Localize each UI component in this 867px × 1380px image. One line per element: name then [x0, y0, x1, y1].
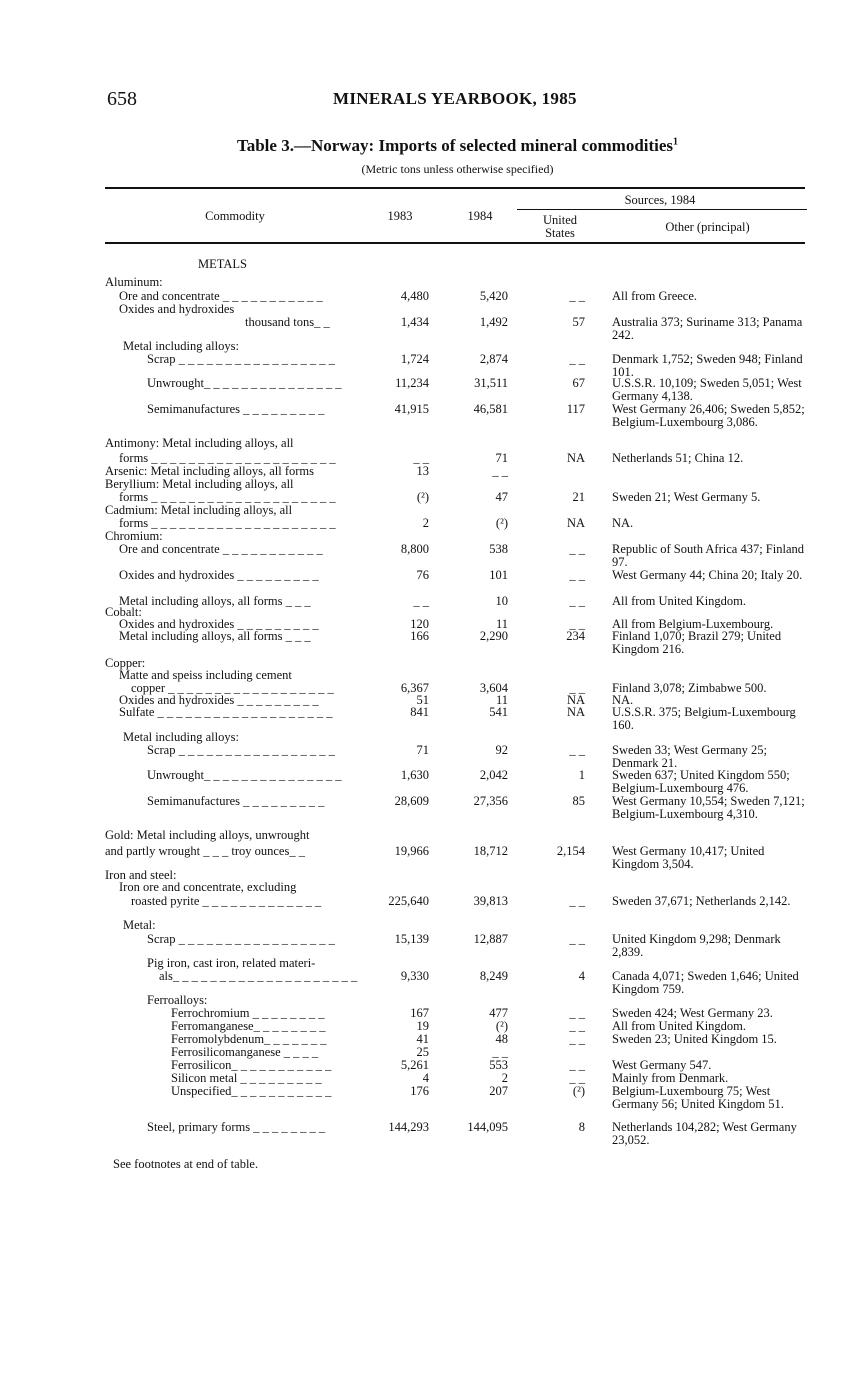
other-sources-cell: Mainly from Denmark.	[612, 1071, 729, 1085]
value-1983-cell: 1,630	[400, 768, 429, 782]
united-states-cell: 67	[572, 376, 585, 390]
united-states-cell: 117	[566, 402, 585, 416]
united-states-cell: NA	[566, 693, 585, 707]
commodity-cell: Metal including alloys, all forms _ _ _	[119, 629, 311, 643]
value-1983-cell: 8,800	[400, 542, 429, 556]
other-sources-cell: Republic of South Africa 437; Finland 97.	[612, 542, 804, 569]
commodity-cell: forms _ _ _ _ _ _ _ _ _ _ _ _ _ _ _ _ _ _ _ _	[119, 451, 336, 465]
value-1984-cell: 2,290	[479, 629, 508, 643]
value-1984-cell: 12,887	[473, 932, 508, 946]
united-states-cell: _ _	[569, 289, 585, 303]
commodity-cell: Antimony: Metal including alloys, all	[105, 436, 294, 450]
other-sources-cell: Sweden 23; United Kingdom 15.	[612, 1032, 777, 1046]
page-number: 658	[107, 88, 137, 110]
value-1984-cell: 71	[495, 451, 508, 465]
commodity-cell: and partly wrought _ _ _ troy ounces_ _	[105, 844, 305, 858]
value-1983-cell: 225,640	[388, 894, 429, 908]
other-sources-cell: Sweden 424; West Germany 23.	[612, 1006, 773, 1020]
commodity-cell: als_ _ _ _ _ _ _ _ _ _ _ _ _ _ _ _ _ _ _ _	[159, 969, 358, 983]
value-1984-cell: 8,249	[479, 969, 508, 983]
value-1983-cell: 166	[410, 629, 429, 643]
value-1983-cell: 11,234	[395, 376, 429, 390]
commodity-cell: Beryllium: Metal including alloys, all	[105, 477, 294, 491]
commodity-cell: METALS	[198, 257, 247, 271]
commodity-cell: Ore and concentrate _ _ _ _ _ _ _ _ _ _ _	[119, 542, 323, 556]
value-1983-cell: 9,330	[400, 969, 429, 983]
footnote: See footnotes at end of table.	[113, 1157, 259, 1171]
commodity-cell: Pig iron, cast iron, related materi-	[147, 956, 316, 970]
united-states-cell: 4	[578, 969, 585, 983]
commodity-cell: Silicon metal _ _ _ _ _ _ _ _ _	[171, 1071, 322, 1085]
header-bottom-rule	[105, 242, 805, 244]
table-subtitle: (Metric tons unless otherwise specified)	[361, 162, 554, 176]
value-1984-cell: 541	[489, 705, 508, 719]
sources-rule	[517, 209, 807, 210]
commodity-cell: forms _ _ _ _ _ _ _ _ _ _ _ _ _ _ _ _ _ _ _ _	[119, 516, 336, 530]
value-1983-cell: _ _	[413, 451, 429, 465]
value-1984-cell: 48	[495, 1032, 508, 1046]
commodity-cell: Metal including alloys:	[123, 339, 239, 353]
value-1984-cell: (²)	[495, 1019, 508, 1033]
value-1984-cell: 47	[495, 490, 508, 504]
commodity-cell: Chromium:	[105, 529, 163, 543]
commodity-cell: Scrap _ _ _ _ _ _ _ _ _ _ _ _ _ _ _ _ _	[147, 932, 335, 946]
value-1984-cell: 2,874	[479, 352, 508, 366]
united-states-cell: NA	[566, 516, 585, 530]
commodity-cell: Ferromolybdenum_ _ _ _ _ _ _	[171, 1032, 327, 1046]
value-1984-cell: 46,581	[473, 402, 508, 416]
value-1984-cell: 2	[501, 1071, 508, 1085]
commodity-cell: Ferrosilicomanganese _ _ _ _	[171, 1045, 319, 1059]
column-header-other: Other (principal)	[665, 220, 750, 234]
value-1983-cell: 176	[410, 1084, 429, 1098]
commodity-cell: Unwrought_ _ _ _ _ _ _ _ _ _ _ _ _ _ _	[147, 376, 342, 390]
value-1983-cell: 41,915	[394, 402, 429, 416]
other-sources-cell: Sweden 33; West Germany 25; Denmark 21.	[612, 743, 767, 770]
other-sources-cell: Netherlands 104,282; West Germany 23,052.	[612, 1120, 797, 1147]
value-1984-cell: 101	[489, 568, 508, 582]
other-sources-cell: West Germany 547.	[612, 1058, 712, 1072]
other-sources-cell: All from United Kingdom.	[612, 1019, 747, 1033]
commodity-cell: Ferroalloys:	[147, 993, 208, 1007]
united-states-cell: _ _	[569, 352, 585, 366]
united-states-cell: 8	[578, 1120, 585, 1134]
other-sources-cell: Sweden 37,671; Netherlands 2,142.	[612, 894, 791, 908]
other-sources-cell: Finland 1,070; Brazil 279; United Kingdom 216.	[612, 629, 782, 656]
commodity-cell: Iron and steel:	[105, 868, 177, 882]
value-1983-cell: 1,724	[400, 352, 429, 366]
united-states-cell: _ _	[569, 617, 585, 631]
united-states-cell: _ _	[569, 594, 585, 608]
value-1983-cell: 1,434	[400, 315, 429, 329]
value-1983-cell: 4,480	[400, 289, 429, 303]
commodity-cell: thousand tons_ _	[245, 315, 330, 329]
united-states-cell: _ _	[569, 1058, 585, 1072]
other-sources-cell: U.S.S.R. 375; Belgium-Luxembourg 160.	[612, 705, 796, 732]
value-1983-cell: 76	[416, 568, 429, 582]
commodity-cell: Unspecified_ _ _ _ _ _ _ _ _ _ _	[171, 1084, 332, 1098]
commodity-cell: Ferrochromium _ _ _ _ _ _ _ _	[171, 1006, 325, 1020]
other-sources-cell: Denmark 1,752; Sweden 948; Finland 101.	[612, 352, 803, 379]
commodity-cell: Matte and speiss including cement	[119, 668, 292, 682]
united-states-cell: (²)	[572, 1084, 585, 1098]
commodity-cell: Cadmium: Metal including alloys, all	[105, 503, 293, 517]
united-states-cell: _ _	[569, 932, 585, 946]
commodity-cell: Semimanufactures _ _ _ _ _ _ _ _ _	[147, 402, 325, 416]
united-states-cell: 57	[572, 315, 585, 329]
united-states-cell: 2,154	[556, 844, 585, 858]
column-header-commodity: Commodity	[205, 209, 265, 223]
other-sources-cell: West Germany 10,417; United Kingdom 3,504.	[612, 844, 765, 871]
value-1984-cell: 538	[489, 542, 508, 556]
value-1983-cell: 25	[416, 1045, 429, 1059]
value-1984-cell: (²)	[495, 516, 508, 530]
commodity-cell: Gold: Metal including alloys, unwrought	[105, 828, 310, 842]
united-states-cell: _ _	[569, 681, 585, 695]
commodity-cell: Oxides and hydroxides	[119, 302, 235, 316]
commodity-cell: Ore and concentrate _ _ _ _ _ _ _ _ _ _ _	[119, 289, 323, 303]
value-1983-cell: 13	[416, 464, 429, 478]
commodity-cell: Oxides and hydroxides _ _ _ _ _ _ _ _ _	[119, 568, 319, 582]
value-1983-cell: (²)	[416, 490, 429, 504]
value-1984-cell: 11	[495, 617, 508, 631]
commodity-cell: Semimanufactures _ _ _ _ _ _ _ _ _	[147, 794, 325, 808]
united-states-cell: _ _	[569, 542, 585, 556]
united-states-cell: 21	[572, 490, 585, 504]
commodity-cell: forms _ _ _ _ _ _ _ _ _ _ _ _ _ _ _ _ _ _ _ _	[119, 490, 336, 504]
table-title-text: Table 3.—Norway: Imports of selected mineral commodities	[236, 136, 674, 155]
table-title	[0, 136, 867, 156]
commodity-cell: roasted pyrite _ _ _ _ _ _ _ _ _ _ _ _ _	[131, 894, 322, 908]
table-title-footnote-mark: 1	[673, 136, 679, 148]
value-1984-cell: 144,095	[467, 1120, 508, 1134]
commodity-cell: copper _ _ _ _ _ _ _ _ _ _ _ _ _ _ _ _ _ _	[131, 681, 334, 695]
united-states-cell: NA	[566, 705, 585, 719]
united-states-cell: 85	[572, 794, 585, 808]
column-header-us: United States	[542, 213, 578, 240]
value-1984-cell: _ _	[492, 464, 508, 478]
commodity-cell: Scrap _ _ _ _ _ _ _ _ _ _ _ _ _ _ _ _ _	[147, 743, 335, 757]
other-sources-cell: West Germany 26,406; Sweden 5,852; Belgium-Luxembourg 3,086.	[612, 402, 805, 429]
commodity-cell: Iron ore and concentrate, excluding	[119, 880, 297, 894]
united-states-cell: _ _	[569, 1006, 585, 1020]
other-sources-cell: Sweden 21; West Germany 5.	[612, 490, 761, 504]
top-rule	[105, 187, 805, 189]
column-header-1983: 1983	[387, 209, 413, 223]
value-1984-cell: 27,356	[473, 794, 508, 808]
value-1984-cell: _ _	[492, 1045, 508, 1059]
united-states-cell: _ _	[569, 743, 585, 757]
value-1983-cell: 19	[416, 1019, 429, 1033]
other-sources-cell: Finland 3,078; Zimbabwe 500.	[612, 681, 767, 695]
value-1983-cell: 120	[410, 617, 429, 631]
value-1983-cell: 51	[416, 693, 429, 707]
commodity-cell: Aluminum:	[105, 275, 163, 289]
united-states-cell: NA	[566, 451, 585, 465]
value-1984-cell: 92	[495, 743, 508, 757]
united-states-cell: _ _	[569, 1019, 585, 1033]
value-1983-cell: 28,609	[394, 794, 429, 808]
other-sources-cell: Belgium-Luxembourg 75; West Germany 56; United Kingdom 51.	[612, 1084, 784, 1111]
united-states-cell: 1	[578, 768, 585, 782]
other-sources-cell: Netherlands 51; China 12.	[612, 451, 744, 465]
value-1983-cell: 6,367	[400, 681, 429, 695]
commodity-cell: Scrap _ _ _ _ _ _ _ _ _ _ _ _ _ _ _ _ _	[147, 352, 335, 366]
value-1984-cell: 2,042	[479, 768, 508, 782]
commodity-cell: Arsenic: Metal including alloys, all forms	[105, 464, 314, 478]
other-sources-cell: All from Greece.	[612, 289, 698, 303]
commodity-cell: Metal:	[123, 918, 156, 932]
value-1983-cell: 2	[422, 516, 429, 530]
value-1984-cell: 31,511	[474, 376, 508, 390]
value-1984-cell: 18,712	[473, 844, 508, 858]
other-sources-cell: U.S.S.R. 10,109; Sweden 5,051; West Germany 4,138.	[612, 376, 802, 403]
value-1983-cell: 841	[410, 705, 429, 719]
column-header-sources: Sources, 1984	[624, 193, 696, 207]
value-1983-cell: 167	[410, 1006, 429, 1020]
value-1984-cell: 3,604	[479, 681, 508, 695]
commodity-cell: Oxides and hydroxides _ _ _ _ _ _ _ _ _	[119, 693, 319, 707]
column-header-1984: 1984	[467, 209, 493, 223]
value-1983-cell: 41	[416, 1032, 429, 1046]
other-sources-cell: United Kingdom 9,298; Denmark 2,839.	[612, 932, 781, 959]
value-1983-cell: 15,139	[394, 932, 429, 946]
value-1984-cell: 10	[495, 594, 508, 608]
other-sources-cell: West Germany 44; China 20; Italy 20.	[612, 568, 803, 582]
commodity-cell: Unwrought_ _ _ _ _ _ _ _ _ _ _ _ _ _ _	[147, 768, 342, 782]
commodity-cell: Ferrosilicon_ _ _ _ _ _ _ _ _ _ _	[171, 1058, 332, 1072]
other-sources-cell: NA.	[612, 693, 634, 707]
other-sources-cell: All from Belgium-Luxembourg.	[612, 617, 774, 631]
commodity-cell: Sulfate _ _ _ _ _ _ _ _ _ _ _ _ _ _ _ _ _ _ _	[119, 705, 333, 719]
value-1983-cell: 5,261	[400, 1058, 429, 1072]
other-sources-cell: Sweden 637; United Kingdom 550; Belgium-Luxembourg 476.	[612, 768, 790, 795]
united-states-cell: 234	[566, 629, 585, 643]
value-1984-cell: 5,420	[479, 289, 508, 303]
value-1984-cell: 553	[489, 1058, 508, 1072]
commodity-cell: Ferromanganese_ _ _ _ _ _ _ _	[171, 1019, 326, 1033]
commodity-cell: Metal including alloys:	[123, 730, 239, 744]
commodity-cell: Oxides and hydroxides _ _ _ _ _ _ _ _ _	[119, 617, 319, 631]
united-states-cell: _ _	[569, 1071, 585, 1085]
commodity-cell: Cobalt:	[105, 605, 142, 619]
value-1983-cell: 71	[416, 743, 429, 757]
united-states-cell: _ _	[569, 568, 585, 582]
commodity-cell: Copper:	[105, 656, 146, 670]
other-sources-cell: Australia 373; Suriname 313; Panama 242.	[612, 315, 803, 342]
value-1984-cell: 1,492	[479, 315, 508, 329]
united-states-cell: _ _	[569, 1032, 585, 1046]
value-1983-cell: 144,293	[388, 1120, 429, 1134]
value-1984-cell: 39,813	[473, 894, 508, 908]
commodity-cell: Steel, primary forms _ _ _ _ _ _ _ _	[147, 1120, 326, 1134]
value-1984-cell: 477	[489, 1006, 508, 1020]
united-states-cell: _ _	[569, 894, 585, 908]
value-1983-cell: 4	[422, 1071, 429, 1085]
other-sources-cell: NA.	[612, 516, 634, 530]
other-sources-cell: Canada 4,071; Sweden 1,646; United Kingdom 759.	[612, 969, 799, 996]
other-sources-cell: West Germany 10,554; Sweden 7,121; Belgium-Luxembourg 4,310.	[612, 794, 805, 821]
running-title: MINERALS YEARBOOK, 1985	[333, 89, 577, 108]
value-1984-cell: 207	[489, 1084, 508, 1098]
commodity-cell: Metal including alloys, all forms _ _ _	[119, 594, 311, 608]
value-1984-cell: 11	[495, 693, 508, 707]
other-sources-cell: All from United Kingdom.	[612, 594, 747, 608]
value-1983-cell: 19,966	[394, 844, 429, 858]
value-1983-cell: _ _	[413, 594, 429, 608]
